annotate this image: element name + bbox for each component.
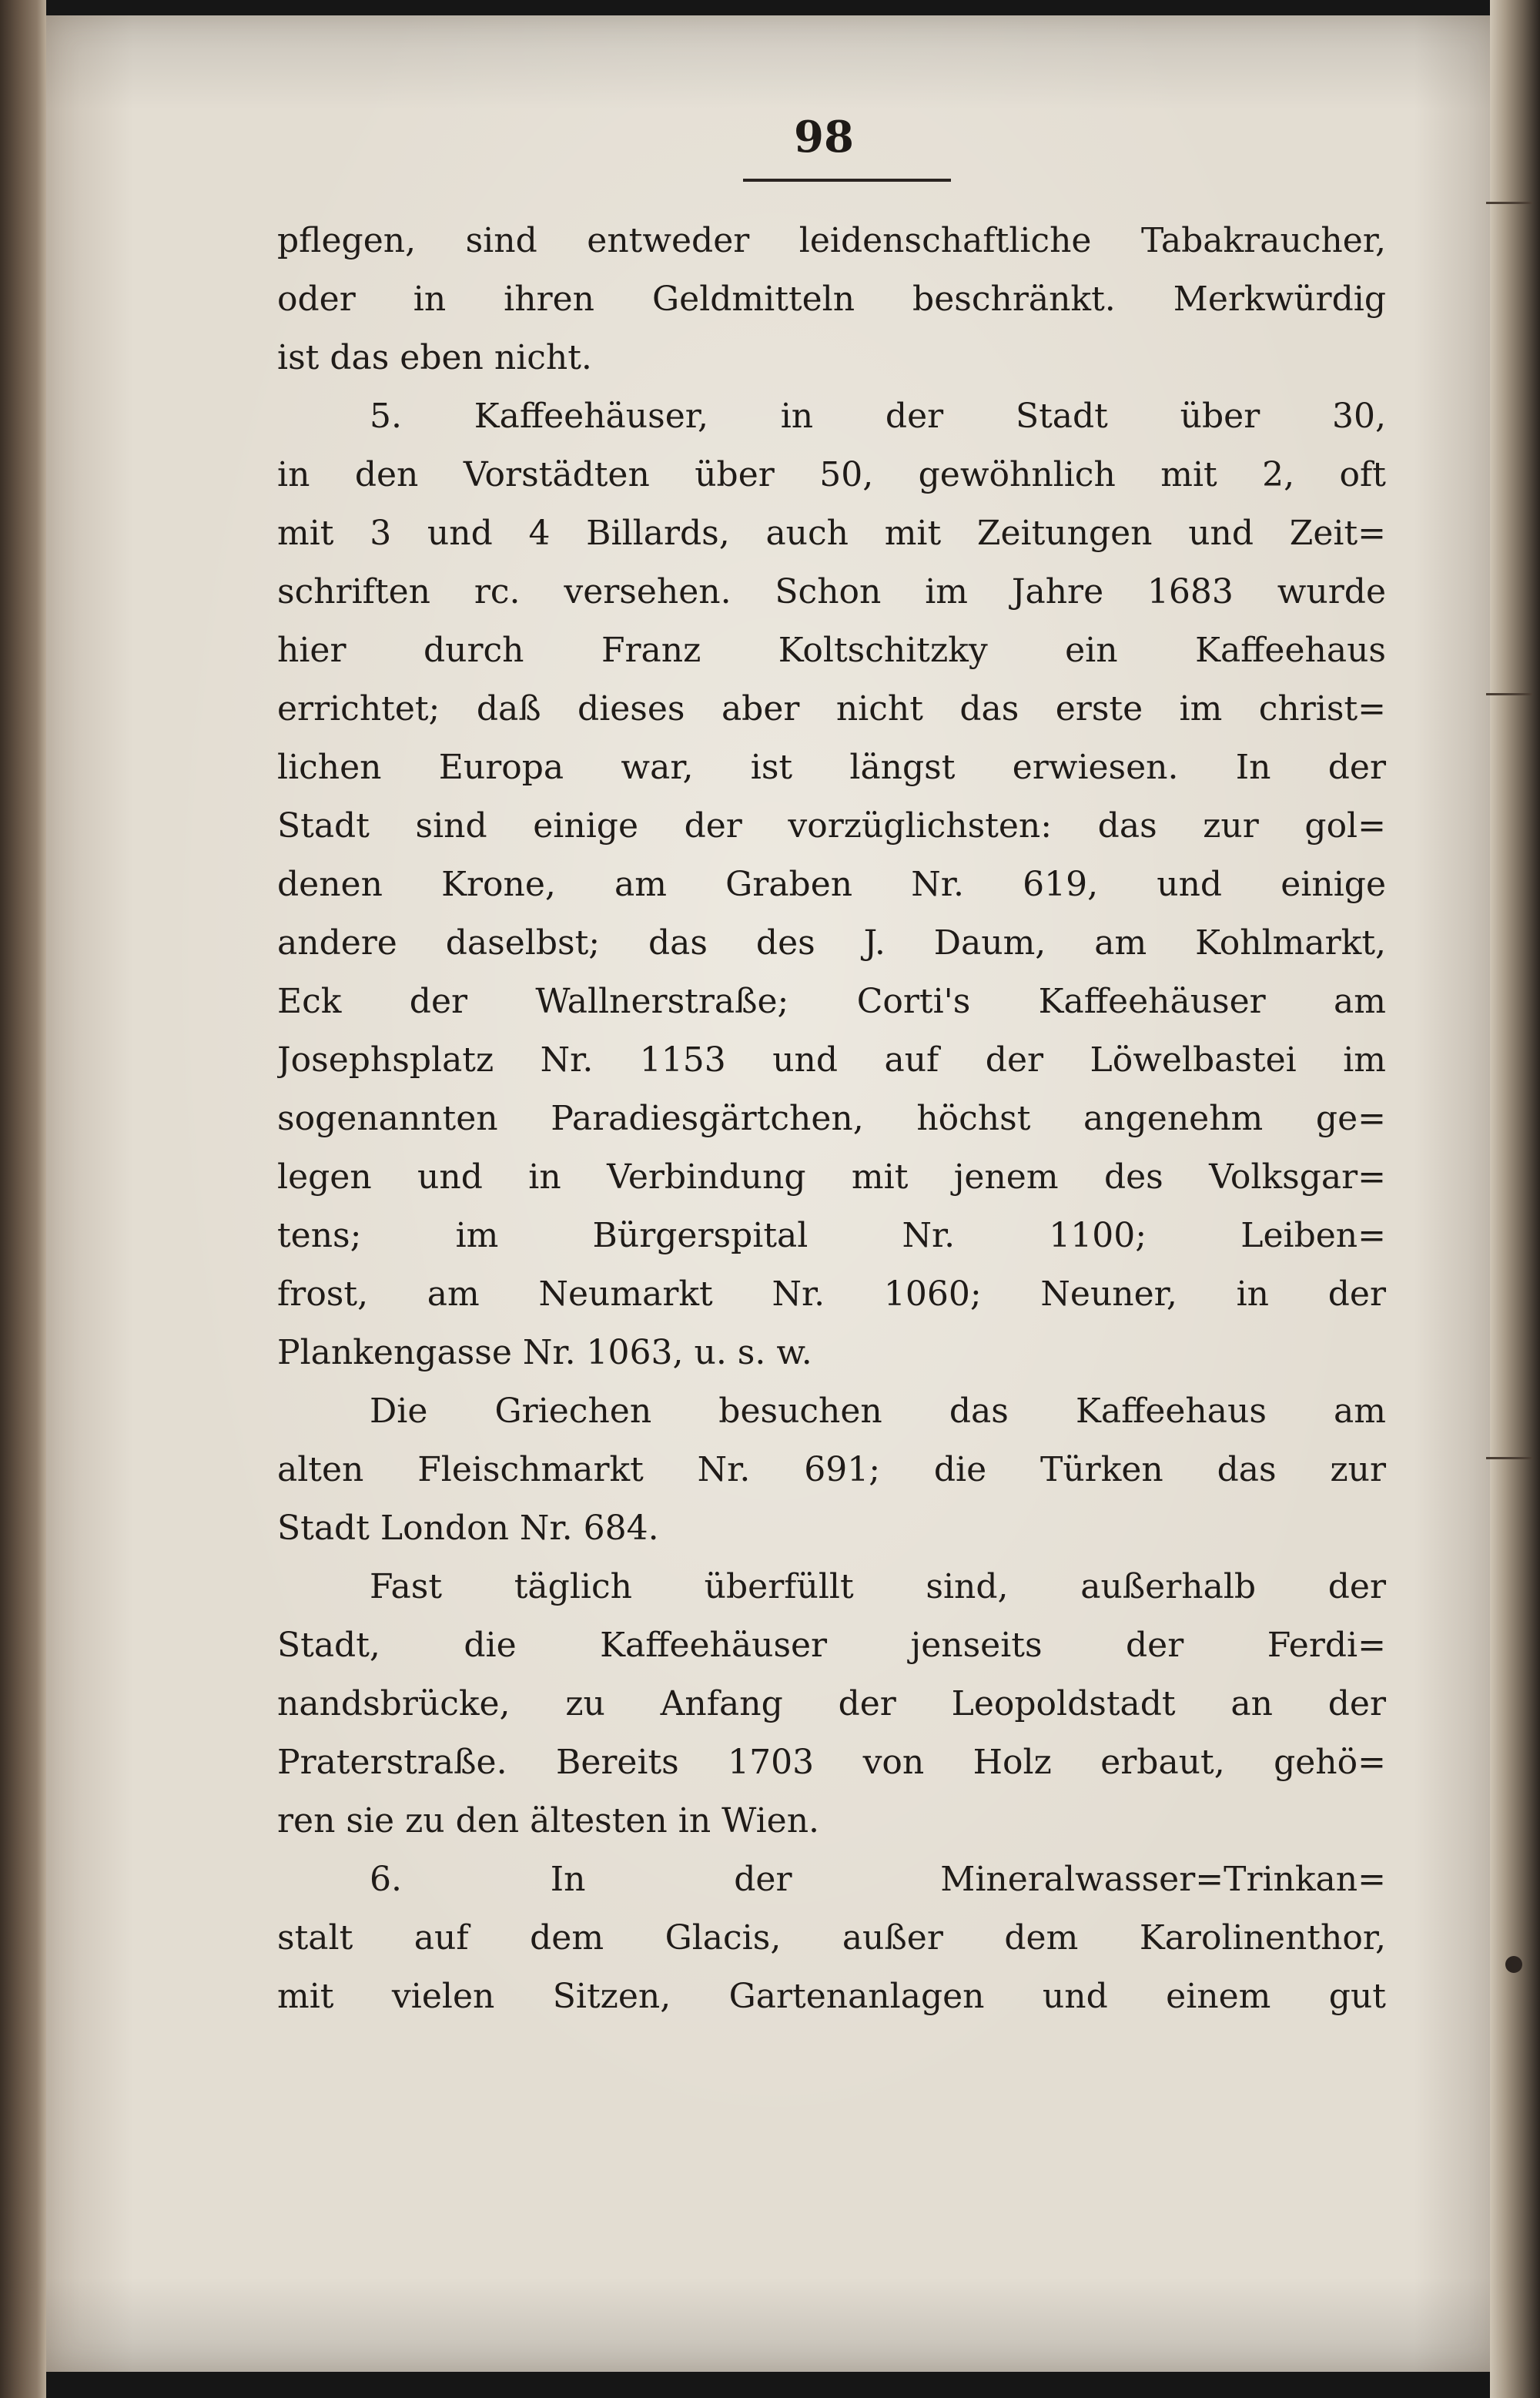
binding-hole <box>1505 1956 1522 1973</box>
text-line: ist das eben nicht. <box>277 338 592 377</box>
text-line: 5. Kaffeehäuser, in der Stadt über 30, <box>370 397 1386 436</box>
text-line: Fast täglich überfüllt sind, außerhalb der <box>370 1567 1386 1606</box>
text-line: lichen Europa war, ist längst erwiesen. In der <box>277 748 1386 787</box>
page-edge <box>1490 0 1540 2398</box>
text-line: Josephsplatz Nr. 1153 und auf der Löwelbastei im <box>277 1040 1386 1080</box>
text-line: Praterstraße. Bereits 1703 von Holz erbaut, gehö= <box>277 1743 1386 1782</box>
text-line: mit vielen Sitzen, Gartenanlagen und einem gut <box>277 1977 1386 2016</box>
text-line: andere daselbst; das des J. Daum, am Kohlmarkt, <box>277 923 1386 963</box>
text-line: sogenannten Paradiesgärtchen, höchst angenehm ge= <box>277 1099 1386 1138</box>
text-line: mit 3 und 4 Billards, auch mit Zeitungen und Zeit= <box>277 514 1386 553</box>
binding-thread <box>1486 693 1532 695</box>
text-line: schriften rc. versehen. Schon im Jahre 1683 wurde <box>277 572 1386 611</box>
text-line: Die Griechen besuchen das Kaffeehaus am <box>370 1392 1386 1431</box>
text-line: Eck der Wallnerstraße; Corti's Kaffeehäuser am <box>277 982 1386 1021</box>
text-line: oder in ihren Geldmitteln beschränkt. Merkwürdig <box>277 280 1386 319</box>
text-line: frost, am Neumarkt Nr. 1060; Neuner, in der <box>277 1274 1386 1314</box>
binding-thread <box>1486 202 1532 204</box>
text-line: alten Fleischmarkt Nr. 691; die Türken das zur <box>277 1450 1386 1489</box>
text-line: Plankengasse Nr. 1063, u. s. w. <box>277 1333 812 1372</box>
binding-thread <box>1486 1457 1532 1459</box>
page-text <box>277 212 1386 2026</box>
text-line: ren sie zu den ältesten in Wien. <box>277 1801 820 1840</box>
text-line: Stadt London Nr. 684. <box>277 1509 659 1548</box>
paragraph-4 <box>277 1558 1386 1850</box>
text-line: Stadt sind einige der vorzüglichsten: das zur gol= <box>277 806 1386 846</box>
page-number: 98 <box>794 112 854 162</box>
paragraph-1 <box>277 212 1386 387</box>
text-line: Stadt, die Kaffeehäuser jenseits der Ferdi= <box>277 1626 1386 1665</box>
text-line: denen Krone, am Graben Nr. 619, und einige <box>277 865 1386 904</box>
text-line: pflegen, sind entweder leidenschaftliche Tabakraucher, <box>277 221 1386 260</box>
text-line: hier durch Franz Koltschitzky ein Kaffeehaus <box>277 631 1386 670</box>
book-spine <box>0 0 46 2398</box>
text-line: legen und in Verbindung mit jenem des Volksgar= <box>277 1157 1386 1197</box>
paragraph-2 <box>277 387 1386 1382</box>
text-line: nandsbrücke, zu Anfang der Leopoldstadt an der <box>277 1684 1386 1723</box>
text-line: tens; im Bürgerspital Nr. 1100; Leiben= <box>277 1216 1386 1255</box>
text-line: errichtet; daß dieses aber nicht das erste im christ= <box>277 689 1386 728</box>
header-rule <box>743 179 951 182</box>
text-line: stalt auf dem Glacis, außer dem Karolinenthor, <box>277 1918 1386 1958</box>
text-line: 6. In der Mineralwasser=Trinkan= <box>370 1860 1386 1899</box>
text-line: in den Vorstädten über 50, gewöhnlich mit 2, oft <box>277 455 1386 494</box>
paragraph-3 <box>277 1382 1386 1558</box>
paragraph-5 <box>277 1850 1386 2026</box>
